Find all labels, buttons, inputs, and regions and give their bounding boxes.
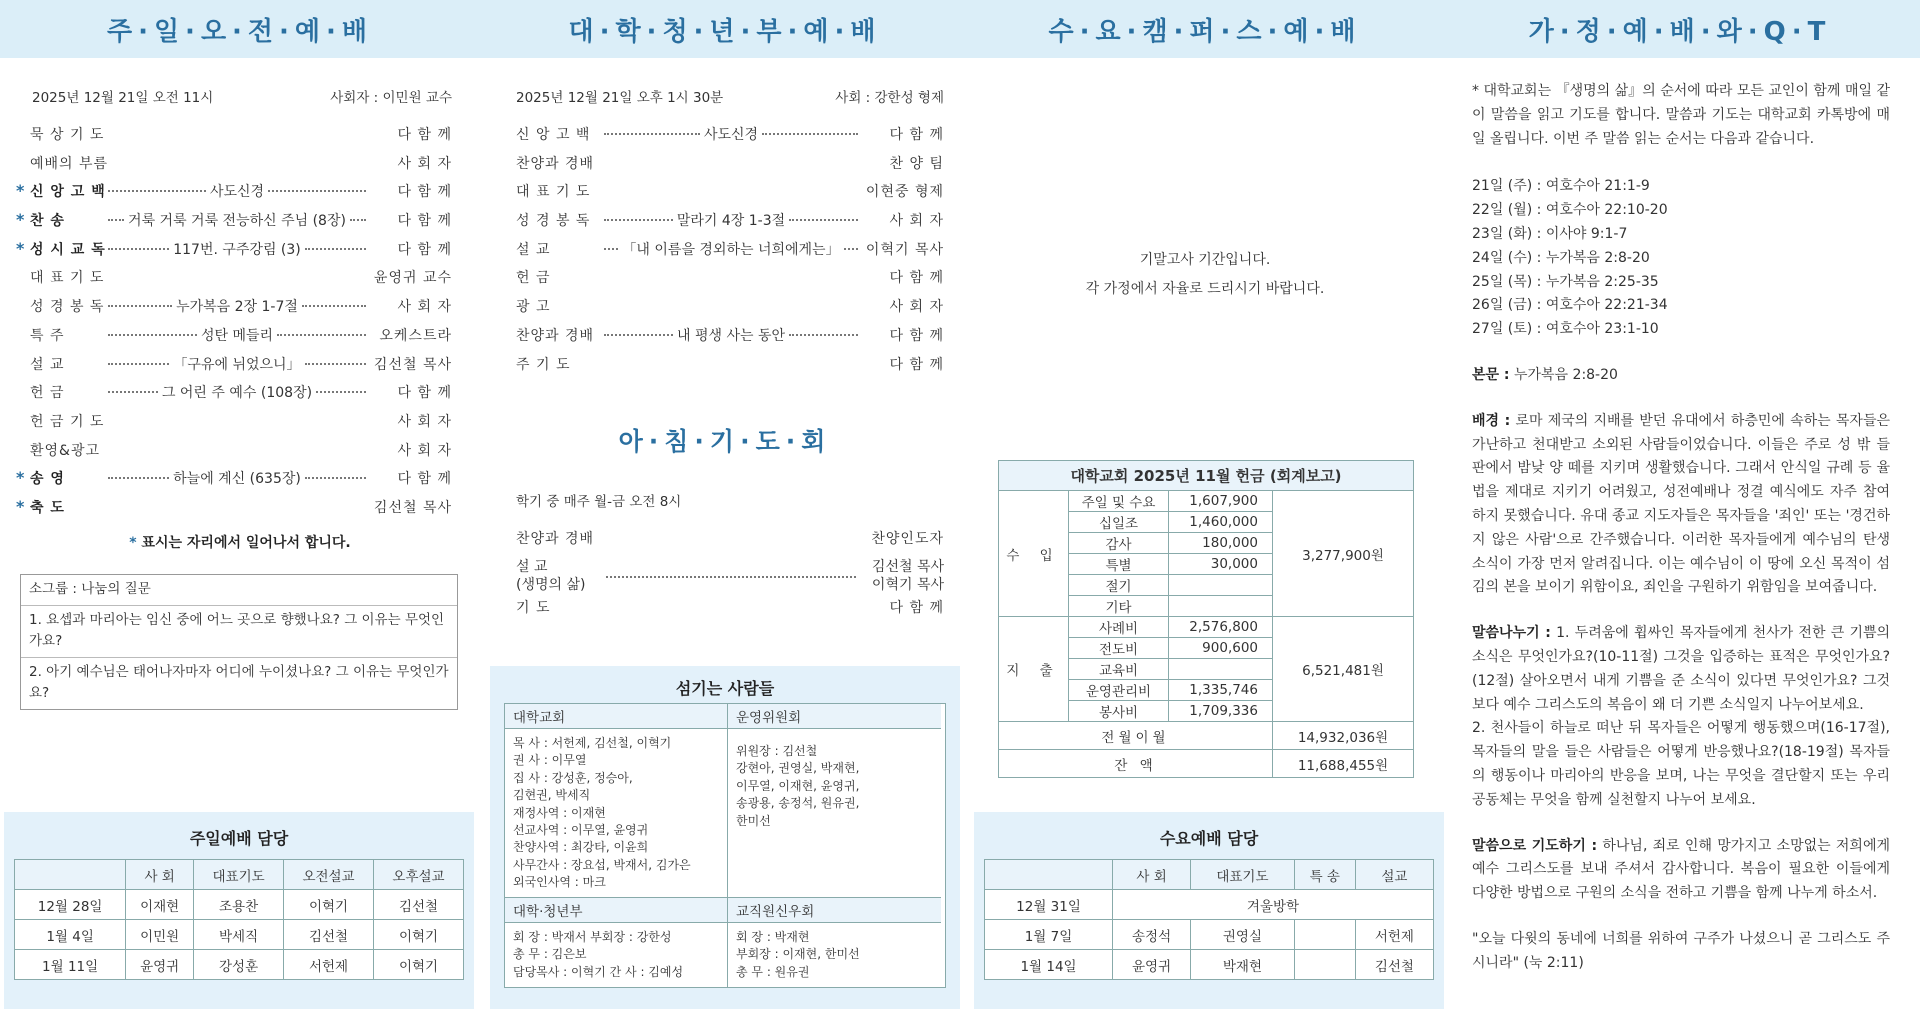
qt-prayer: 말씀으로 기도하기 : 하나님, 죄로 인해 망가지고 소망없는 저희에게 예수 그리스도를 보내 주셔서 감사합니다. 복음이 필요한 이들에게 다양한 방법으로 구원의 소식을 전하고 기쁨을 함께 나누게 하소서. (1472, 837, 1890, 902)
duty-cell: 서헌제 (284, 950, 374, 980)
order-item-detail: 하늘에 계신 (635장) (173, 471, 301, 488)
qt-title: 가·정·예·배·와·Q·T (1528, 16, 1832, 47)
order-item-detail: 성탄 메들리 (200, 327, 274, 344)
youth-service-banner (480, 0, 970, 58)
servant-line: 부회장 : 이재현, 한미선 (736, 947, 860, 962)
youth-service-subhead (516, 86, 944, 106)
order-row (516, 267, 944, 296)
order-item-person: 다 함 께 (397, 471, 452, 488)
order-row: * 신 앙 고 백 사도신경 다 함 께 (16, 181, 452, 201)
duty-cell: 강성훈 (194, 950, 284, 980)
servant-line: 위원장 : 김선철 (736, 744, 818, 758)
order-row (516, 210, 944, 239)
order-item-name: 신 앙 고 백 (516, 127, 591, 143)
duty-date-cell: 12월 31일 (985, 890, 1113, 920)
table-row (999, 491, 1414, 512)
order-row (16, 325, 452, 354)
order-item-name: 찬양과 경배 (516, 327, 595, 344)
servant-line: 권 사 : 이무열 (513, 753, 587, 768)
servant-line: 총 무 : 원유권 (736, 964, 810, 979)
youth-service-title: 대·학·청·년·부·예·배 (568, 16, 882, 47)
morning-prayer-title: 아·침·기·도·회 (618, 427, 832, 457)
order-item-name: 성 시 교 독 (30, 241, 106, 258)
duty-cell: 12월 28일 (15, 890, 126, 920)
duty-header-cell: 대표기도 (1191, 860, 1295, 890)
small-group-title: 소그룹 : 나눔의 질문 (29, 581, 151, 597)
qt-banner (1440, 0, 1920, 58)
order-item-name: 송 영 (30, 471, 65, 488)
order-item-detail: 사도신경 (209, 184, 265, 201)
order-item-person: 다 함 께 (397, 213, 452, 230)
servant-line: 담당목사 : 이혁기 간 사 : 김예성 (513, 964, 684, 979)
offering-item: 특별 (1069, 554, 1169, 575)
servants-group-header: 운영위원회 (728, 704, 941, 729)
order-item-person: 다 함 께 (889, 127, 944, 143)
sunday-duty-title: 주일예배 담당 (189, 829, 289, 848)
servant-line: 회 장 : 박재서 부회장 : 강한성 (513, 930, 672, 944)
order-item-person: 다 함 께 (889, 356, 944, 373)
order-item-detail: 말라기 4장 1-3절 (676, 213, 786, 230)
sunday-duty-table (14, 859, 464, 980)
wednesday-service-column (970, 0, 1440, 1009)
order-item-person: 사 회 자 (889, 299, 944, 316)
order-item-name: 축 도 (30, 499, 65, 516)
small-group-question: 1. 요셉과 마리아는 임신 중에 어느 곳으로 향했나요? 그 이유는 무엇인가요? (21, 605, 457, 657)
order-item-person: 김선철 목사 (373, 356, 452, 373)
offering-report-title: 대학교회 2025년 11월 헌금 (회계보고) (998, 460, 1414, 490)
servants-grid (504, 703, 946, 988)
order-row (16, 382, 452, 411)
order-item-name: 묵 상 기 도 (30, 127, 105, 143)
duty-header-cell: 설교 (1355, 860, 1433, 890)
servant-line: 송광용, 송정석, 원유권, (736, 796, 860, 811)
order-item-person: 다 함 께 (397, 184, 452, 201)
order-item-person: 다 함 께 (889, 327, 944, 344)
small-group-box (20, 574, 458, 710)
offering-section-label: 지 출 (999, 617, 1069, 722)
offering-item: 십일조 (1069, 512, 1169, 533)
order-row (16, 411, 452, 440)
sunday-service-column (0, 0, 480, 1009)
order-item-person: 김선철 목사 (373, 499, 452, 516)
duty-cell: 박세직 (194, 920, 284, 950)
servant-line: 재정사역 : 이재현 (513, 805, 606, 820)
table-row (999, 722, 1414, 750)
qt-quote: "오늘 다윗의 동네에 너희를 위하여 구주가 나셨으니 곧 그리스도 주시니라" (눅 2:11) (1472, 930, 1890, 971)
order-item-name: 헌 금 기 도 (30, 413, 105, 430)
order-item-name: 헌 금 (30, 385, 65, 402)
order-row (16, 267, 452, 296)
offering-amount (1169, 596, 1273, 617)
offering-amount: 180,000 (1169, 533, 1273, 554)
duty-cell: 이혁기 (374, 920, 464, 950)
order-row (16, 354, 452, 383)
offering-item: 절기 (1069, 575, 1169, 596)
order-item-person: 윤영귀 교수 (373, 270, 452, 287)
qt-body (1440, 58, 1920, 976)
order-row (516, 296, 944, 325)
order-row: * 축 도 김선철 목사 (16, 496, 452, 516)
order-row (516, 325, 944, 354)
servant-line: 이무열, 이재현, 윤영귀, (736, 778, 860, 793)
order-item-detail: 누가복음 2장 1-7절 (176, 299, 298, 316)
duty-cell: 겨울방학 (1113, 890, 1434, 920)
duty-header-cell: 특 송 (1294, 860, 1355, 890)
order-item-name: 성 경 봉 독 (30, 299, 105, 316)
order-item-name: 헌 금 (516, 270, 551, 287)
order-row (516, 181, 944, 210)
duty-header-cell: 대표기도 (194, 860, 284, 890)
wednesday-service-title: 수·요·캠·퍼·스·예·배 (1048, 16, 1362, 47)
order-item-name: 광 고 (516, 299, 551, 316)
order-row: * 성 시 교 독 117번. 구주강림 (3) 다 함 께 (16, 238, 452, 258)
servant-line: 집 사 : 강성훈, 정승아, (513, 770, 633, 785)
offering-amount (1169, 575, 1273, 596)
offering-item: 전도비 (1069, 638, 1169, 659)
table-row (15, 920, 464, 950)
wednesday-duty-title: 수요예배 담당 (1159, 829, 1259, 848)
offering-item: 사례비 (1069, 617, 1169, 638)
order-item-detail: 그 어린 주 예수 (108장) (161, 385, 313, 402)
duty-header-cell (985, 860, 1113, 890)
qt-intro: * 대학교회는 『생명의 삶』의 순서에 따라 모든 교인이 함께 매일 같이 말씀을 읽고 기도를 합니다. 말씀과 기도는 대학교회 카톡방에 매일 올립니다. 이번 주 말씀 읽는 순서는 다음과 같습니다. (1472, 83, 1890, 147)
duty-cell: 1월 4일 (15, 920, 126, 950)
offering-amount (1169, 659, 1273, 680)
service-host: 사회자 : 이민원 교수 (330, 90, 452, 106)
schedule-item: 25일 (목) : 누가복음 2:25-35 (1472, 273, 1659, 290)
order-item-name: 찬 송 (30, 213, 65, 230)
servants-box (490, 666, 960, 1009)
order-item-name: 대 표 기 도 (30, 270, 105, 287)
servant-line: 회 장 : 박재현 (736, 930, 810, 944)
order-item-name: 설 교 (516, 241, 551, 258)
qt-column (1440, 0, 1920, 1009)
offering-item: 봉사비 (1069, 701, 1169, 722)
servant-line: 총 무 : 김은보 (513, 947, 587, 962)
order-item-name: 설 교 (30, 356, 65, 373)
order-item-detail: 「내 이름을 경외하는 너희에게는」 (622, 241, 840, 258)
offering-summary-label: 전월이월 (999, 722, 1273, 750)
order-item-person: 이현중 형제 (865, 184, 944, 201)
sunday-service-banner (0, 0, 480, 58)
order-item-name: 주 기 도 (516, 356, 571, 373)
schedule-item: 23일 (화) : 이사야 9:1-7 (1472, 225, 1628, 242)
servant-line: 외국인사역 : 마크 (513, 875, 606, 890)
wednesday-notice: 기말고사 기간입니다. 각 가정에서 자율로 드리시기 바랍니다. (1085, 252, 1325, 298)
table-row (999, 750, 1414, 778)
servant-line: 강현아, 권영실, 박재현, (736, 761, 860, 776)
schedule-item: 27일 (토) : 여호수아 23:1-10 (1472, 321, 1659, 338)
offering-total: 6,521,481원 (1273, 617, 1414, 722)
duty-cell: 1월 14일 (985, 950, 1113, 980)
servant-line: 목 사 : 서헌제, 김선철, 이혁기 (513, 736, 672, 750)
order-item-person: 사 회 자 (889, 213, 944, 230)
offering-item: 기타 (1069, 596, 1169, 617)
order-item-person: 다 함 께 (889, 270, 944, 287)
duty-cell: 송정석 (1113, 920, 1191, 950)
order-item-detail: 내 평생 사는 동안 (676, 327, 786, 344)
order-item-person: 다 함 께 (397, 241, 452, 258)
offering-amount: 1,460,000 (1169, 512, 1273, 533)
order-item-person: 찬 양 팀 (889, 155, 944, 172)
duty-cell: 이민원 (126, 920, 194, 950)
morning-row: 기 도 다 함 께 (516, 599, 944, 616)
order-item-detail: 117번. 구주강림 (3) (173, 241, 301, 258)
offering-amount: 900,600 (1169, 638, 1273, 659)
offering-total: 3,277,900원 (1273, 491, 1414, 617)
standing-note: * 표시는 자리에서 일어나서 합니다. (129, 534, 351, 551)
schedule-item: 22일 (월) : 여호수아 22:10-20 (1472, 202, 1668, 219)
order-item-name: 성 경 봉 독 (516, 213, 591, 230)
schedule-item: 24일 (수) : 누가복음 2:8-20 (1472, 249, 1650, 266)
order-item-person: 오케스트라 (379, 327, 452, 344)
duty-cell: 이재현 (126, 890, 194, 920)
offering-item: 교육비 (1069, 659, 1169, 680)
duty-header-cell (15, 860, 126, 890)
table-row (15, 950, 464, 980)
youth-service-date: 2025년 12월 21일 오후 1시 30분 (516, 90, 724, 106)
duty-cell: 김선철 (1355, 950, 1433, 980)
order-item-person: 사 회 자 (397, 442, 452, 459)
service-date: 2025년 12월 21일 오전 11시 (32, 90, 214, 106)
servants-group-header: 교직원신우회 (728, 897, 941, 923)
duty-cell: 1월 11일 (15, 950, 126, 980)
qt-background: 배경 : 로마 제국의 지배를 받던 유대에서 하층민에 속하는 목자들은 가난하고 천대받고 소외된 사람들이었습니다. 이들은 주로 성 밖 들판에서 밤낮 양 떼를 지키며 생활했습니다. 그래서 안식일 규례 등 율법을 제대로 지키기 어려웠고, 성전예배나 정결 예식에도 자주 참여하지 못했습니다. 유대 종교 지도자들은 목자들을 '죄인' 또는 '경건하지 않은 사람'으로 간주했습니다. 이러한 목자들에게 예수님의 탄생 소식이 가장 먼저 알려집니다. 이는 예수님이 이 땅에 오신 목적이 섬김의 본을 보이기 위함이요, 죄인을 구원하기 위함임을 보여줍니다. (1472, 412, 1890, 596)
duty-header-cell: 사 회 (1113, 860, 1191, 890)
order-item-detail: 「구유에 뉘었으니」 (173, 356, 301, 373)
servants-group-header: 대학교회 (505, 704, 728, 729)
order-row (516, 354, 944, 383)
order-item-person: 이혁기 목사 (865, 241, 944, 258)
offering-summary-amount: 11,688,455원 (1273, 750, 1414, 778)
offering-amount: 30,000 (1169, 554, 1273, 575)
offering-amount: 1,607,900 (1169, 491, 1273, 512)
order-row (516, 124, 944, 153)
order-item-person: 다 함 께 (397, 385, 452, 402)
order-item-person: 사 회 자 (397, 299, 452, 316)
qt-sharing-2: 2. 천사들이 하늘로 떠난 뒤 목자들은 어떻게 행동했으며(16-17절), 목자들의 말을 들은 사람들은 어떻게 반응했나요?(18-19절) 목자들의 행동이나 마리아의 반응을 보며, 나는 무엇을 결단할지 또는 우리 공동체는 무엇을 함께 실천할지 나누어 보세요. (1472, 720, 1890, 808)
duty-cell (1294, 950, 1355, 980)
offering-item: 운영관리비 (1069, 680, 1169, 701)
duty-cell: 윤영귀 (126, 950, 194, 980)
duty-cell: 윤영귀 (1113, 950, 1191, 980)
order-item-person: 다 함 께 (397, 127, 452, 143)
duty-cell: 박재현 (1191, 950, 1295, 980)
servants-title: 섬기는 사람들 (675, 679, 775, 698)
offering-summary-amount: 14,932,036원 (1273, 722, 1414, 750)
duty-cell: 김선철 (374, 890, 464, 920)
offering-amount: 1,709,336 (1169, 701, 1273, 722)
order-row (16, 440, 452, 469)
order-item-person: 사 회 자 (397, 155, 452, 172)
sunday-service-subhead (32, 86, 452, 106)
order-item-person: 사 회 자 (397, 413, 452, 430)
wednesday-duty-table (984, 859, 1434, 980)
sunday-order-list (16, 124, 452, 526)
sunday-duty-box (4, 812, 474, 1009)
order-row (16, 153, 452, 182)
offering-section-label: 수 입 (999, 491, 1069, 617)
morning-prayer-list (516, 528, 944, 625)
order-item-detail: 거룩 거룩 거룩 전능하신 주님 (8장) (128, 213, 346, 230)
sunday-service-title: 주·일·오·전·예·배 (106, 16, 374, 47)
servants-group-header: 대학·청년부 (505, 897, 728, 923)
order-row: * 송 영 하늘에 계신 (635장) 다 함 께 (16, 468, 452, 488)
servant-line: 사무간사 : 장요섭, 박재서, 김가은 (513, 857, 691, 872)
duty-cell: 김선철 (284, 920, 374, 950)
duty-cell (1294, 920, 1355, 950)
servants-group-body (728, 729, 941, 897)
qt-sharing: 말씀나누기 : 1. 두려움에 휩싸인 목자들에게 천사가 전한 큰 기쁨의 소식은 무엇인가요?(10-11절) 그것을 입증하는 표적은 무엇인가요?(12절) 살아오면서 내게 기쁨을 준 소식이 있다면 무엇인가요? 그것보다 예수 그리스도의 복음이 왜 더 기쁜 소식일지 나누어보세요. (1472, 625, 1891, 713)
order-row (16, 296, 452, 325)
offering-summary-label: 잔 액 (999, 750, 1273, 778)
small-group-question: 2. 아기 예수님은 태어나자마자 어디에 누이셨나요? 그 이유는 무엇인가요? (21, 657, 457, 709)
order-row: * 찬 송 거룩 거룩 거룩 전능하신 주님 (8장) 다 함 께 (16, 210, 452, 230)
order-item-name: 찬양과 경배 (516, 155, 595, 172)
order-item-name: 신 앙 고 백 (30, 184, 106, 201)
wednesday-duty-box (974, 812, 1444, 1009)
duty-header-cell: 오후설교 (374, 860, 464, 890)
duty-cell: 이혁기 (374, 950, 464, 980)
table-row (15, 890, 464, 920)
order-item-detail: 사도신경 (703, 127, 759, 143)
servant-line: 선교사역 : 이무열, 윤영귀 (513, 822, 649, 837)
offering-report-table (998, 490, 1414, 778)
table-row (999, 617, 1414, 638)
servant-line: 한미선 (736, 813, 771, 828)
offering-amount: 1,335,746 (1169, 680, 1273, 701)
order-item-name: 예배의 부름 (30, 155, 109, 172)
schedule-item: 26일 (금) : 여호수아 22:21-34 (1472, 297, 1668, 314)
duty-header-cell: 사 회 (126, 860, 194, 890)
youth-order-list (516, 124, 944, 382)
order-item-name: 대 표 기 도 (516, 184, 591, 201)
order-item-name: 환영&광고 (30, 442, 101, 459)
schedule-item: 21일 (주) : 여호수아 21:1-9 (1472, 178, 1650, 195)
order-row (16, 124, 452, 153)
morning-row: 설 교 (생명의 삶) 김선철 목사 이혁기 목사 (516, 559, 944, 593)
servants-group-body (505, 923, 728, 987)
servant-line: 찬양사역 : 최강타, 이윤희 (513, 840, 649, 855)
duty-cell: 1월 7일 (985, 920, 1113, 950)
order-item-name: 특 주 (30, 327, 65, 344)
duty-cell: 권영실 (1191, 920, 1295, 950)
offering-item: 주일 및 수요 (1069, 491, 1169, 512)
servants-group-body (728, 923, 941, 987)
servant-line: 김현권, 박세직 (513, 788, 591, 803)
duty-header-cell: 오전설교 (284, 860, 374, 890)
morning-row: 찬양과 경배 찬양인도자 (516, 531, 944, 548)
servants-group-body (505, 729, 728, 897)
offering-item: 감사 (1069, 533, 1169, 554)
qt-reading-schedule (1472, 175, 1890, 342)
offering-amount: 2,576,800 (1169, 617, 1273, 638)
morning-prayer-time: 학기 중 매주 월-금 오전 8시 (516, 494, 682, 511)
wednesday-service-banner (970, 0, 1440, 58)
youth-service-column (480, 0, 970, 1009)
duty-cell: 이혁기 (284, 890, 374, 920)
order-row (516, 153, 944, 182)
duty-cell: 조용찬 (194, 890, 284, 920)
qt-text: 본문 : 누가복음 2:8-20 (1472, 366, 1618, 383)
youth-service-host: 사회 : 강한성 형제 (835, 90, 944, 106)
offering-report (998, 460, 1414, 778)
duty-cell: 서헌제 (1355, 920, 1433, 950)
order-row (516, 239, 944, 268)
